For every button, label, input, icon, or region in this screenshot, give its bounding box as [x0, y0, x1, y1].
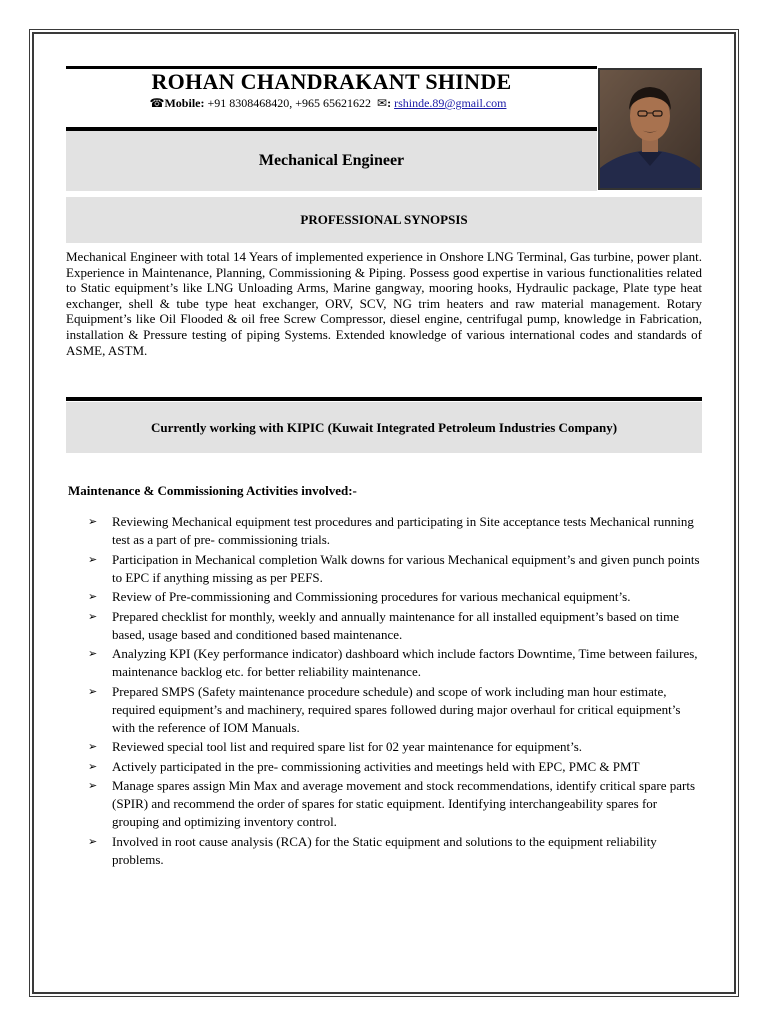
arrow-bullet-icon: ➢ [88, 609, 98, 623]
envelope-icon: ✉ [377, 96, 388, 110]
arrow-bullet-icon: ➢ [88, 590, 98, 603]
job-title-band [66, 131, 597, 191]
arrow-bullet-icon: ➢ [88, 759, 98, 773]
candidate-name: ROHAN CHANDRAKANT SHINDE [151, 69, 512, 94]
synopsis-heading-band [66, 197, 702, 243]
list-item: ➢ Analyzing KPI (Key performance indicator) dashboard which include factors Downtime, Time between failures, maintenance backlog etc. for better reliability maintenance. [88, 646, 698, 679]
telephone-icon: ☎ [149, 96, 165, 110]
mobile-number: +91 8308468420, +965 65621622 [207, 96, 372, 110]
company-band [66, 402, 702, 453]
activities-heading: Maintenance & Commissioning Activities involved:- [68, 483, 357, 498]
list-item: ➢ Participation in Mechanical completion Walk downs for various Mechanical equipment’s and given punch points to EPC if anything missing as per PEFS. [88, 551, 700, 585]
arrow-bullet-icon: ➢ [88, 834, 98, 848]
list-item: ➢ Manage spares assign Min Max and average movement and stock recommendations, identify critical spare parts (SPIR) and recommend the order of spares for static equipment. Identifying interchangeability spares for grouping and optimizing inventory control. [88, 778, 696, 829]
synopsis-heading: PROFESSIONAL SYNOPSIS [300, 212, 468, 227]
list-item: ➢ Involved in root cause analysis (RCA) for the Static equipment and solutions to the equipment reliability problems. [88, 833, 657, 867]
email-link[interactable]: rshinde.89@gmail.com [394, 96, 507, 110]
arrow-bullet-icon: ➢ [88, 647, 98, 660]
job-title: Mechanical Engineer [258, 152, 405, 169]
synopsis-paragraph: Mechanical Engineer with total 14 Years of implemented experience in Onshore LNG Terminal, Gas turbine, power plant. Experience in Maintenance, Planning, Commissioning & Piping. Possess good expertise in various functionalities related to Static equipment’s like LNG Unloading Arms, Marine gangway, mooring hooks, Hydraulic package, Plate type heat exchanger, shell & tube type heat exchanger, ORV, SCV, NG trim heaters and raw material management. Rotary Equipment’s like Oil Flooded & oil free Screw Compressor, diesel engine, centrifugal pump, knowledge in Fabrication, installation & Pressure testing of piping Systems. Extended knowledge of various international codes and standards of ASME, ASTM. [66, 249, 702, 358]
mobile-label: Mobile: [164, 96, 205, 110]
profile-photo [598, 68, 702, 190]
list-item: ➢ Review of Pre-commissioning and Commissioning procedures for various mechanical equipment’s. [88, 589, 631, 604]
contact-line: ☎Mobile: +91 8308468420, +965 65621622 ✉: rshinde.89@gmail.com [149, 96, 507, 110]
list-item: ➢ Reviewing Mechanical equipment test procedures and participating in Site acceptance tests Mechanical running test as a part of pre- commissioning trials. [88, 514, 694, 547]
arrow-bullet-icon: ➢ [88, 684, 98, 698]
list-item: ➢ Prepared SMPS (Safety maintenance procedure schedule) and scope of work including man hour estimate, required equipment’s and machinery, required spares followed during major overhaul for critical equipment’s with the reference of IOM Manuals. [88, 683, 681, 735]
activities-list [88, 513, 700, 870]
arrow-bullet-icon: ➢ [88, 779, 98, 792]
arrow-bullet-icon: ➢ [88, 740, 98, 753]
arrow-bullet-icon: ➢ [88, 552, 98, 566]
list-item: ➢ Actively participated in the pre- commissioning activities and meetings held with EPC, PMC & PMT [88, 758, 640, 774]
company-top-rule [66, 397, 702, 401]
list-item: ➢ Reviewed special tool list and required spare list for 02 year maintenance for equipment’s. [88, 739, 583, 754]
arrow-bullet-icon: ➢ [88, 515, 98, 528]
list-item: ➢ Prepared checklist for monthly, weekly and annually maintenance for all installed equipment’s based on time based, usage based and conditioned based maintenance. [88, 608, 680, 642]
company-text: Currently working with KIPIC (Kuwait Integrated Petroleum Industries Company) [150, 419, 618, 435]
